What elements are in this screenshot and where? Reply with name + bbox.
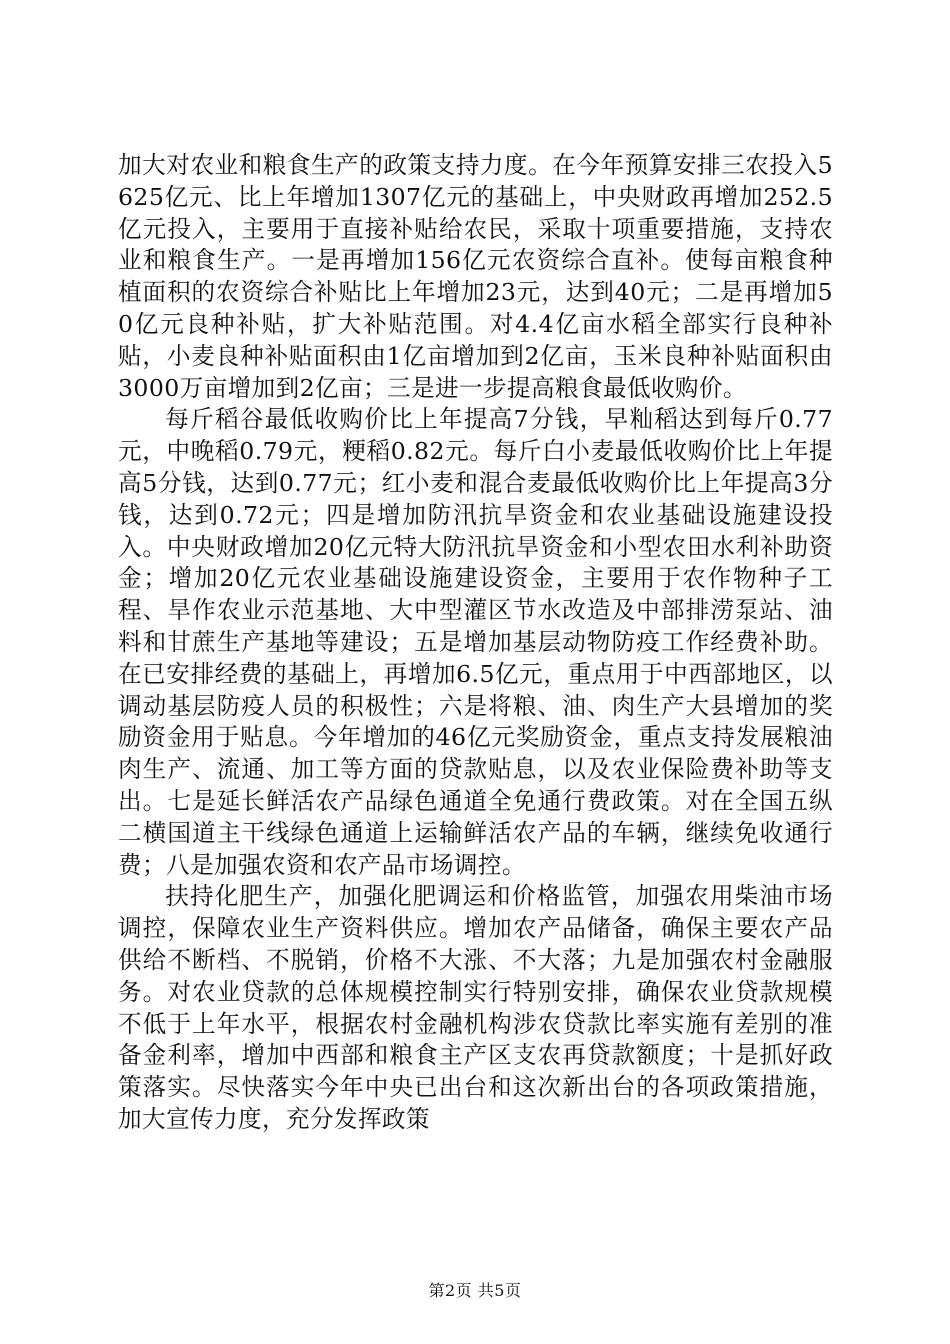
paragraph-1: 加大对农业和粮食生产的政策支持力度。在今年预算安排三农投入5625亿元、比上年增加1307亿元的基础上，中央财政再增加252.5亿元投入，主要用于直接补贴给农民，采取十项重要措施，支持农业和粮食生产。一是再增加156亿元农资综合直补。使每亩粮食种植面积的农资综合补贴比上年增加23元，达到40元；二是再增加50亿元良种补贴，扩大补贴范围。对4.4亿亩水稻全部实行良种补贴，小麦良种补贴面积由1亿亩增加到2亿亩，玉米良种补贴面积由3000万亩增加到2亿亩；三是进一步提高粮食最低收购价。 xyxy=(118,151,833,402)
paragraph-2: 每斤稻谷最低收购价比上年提高7分钱，早籼稻达到每斤0.77元，中晚稻0.79元，粳稻0.82元。每斤白小麦最低收购价比上年提高5分钱，达到0.77元；红小麦和混合麦最低收购价比上年提高3分钱，达到0.72元；四是增加防汛抗旱资金和农业基础设施建设投入。中央财政增加20亿元特大防汛抗旱资金和小型农田水利补助资金；增加20亿元农业基础设施建设资金，主要用于农作物种子工程、旱作农业示范基地、大中型灌区节水改造及中部排涝泵站、油料和甘蔗生产基地等建设；五是增加基层动物防疫工作经费补助。在已安排经费的基础上，再增加6.5亿元，重点用于中西部地区，以调动基层防疫人员的积极性；六是将粮、油、肉生产大县增加的奖励资金用于贴息。今年增加的46亿元奖励资金，重点支持发展粮油肉生产、流通、加工等方面的贷款贴息，以及农业保险费补助等支出。七是延长鲜活农产品绿色通道全免通行费政策。对在全国五纵二横国道主干线绿色通道上运输鲜活农产品的车辆，继续免收通行费；八是加强农资和农产品市场调控。 xyxy=(118,405,833,879)
document-body xyxy=(118,150,833,1136)
page-number-footer: 第2页 共5页 xyxy=(428,1281,522,1300)
paragraph-3: 扶持化肥生产，加强化肥调运和价格监管，加强农用柴油市场调控，保障农业生产资料供应。增加农产品储备，确保主要农产品供给不断档、不脱销，价格不大涨、不大落；九是加强农村金融服务。对农业贷款的总体规模控制实行特别安排，确保农业贷款规模不低于上年水平，根据农村金融机构涉农贷款比率实施有差别的准备金利率，增加中西部和粮食主产区支农再贷款额度；十是抓好政策落实。尽快落实今年中央已出台和这次新出台的各项政策措施，加大宣传力度，充分发挥政策 xyxy=(118,882,833,1133)
